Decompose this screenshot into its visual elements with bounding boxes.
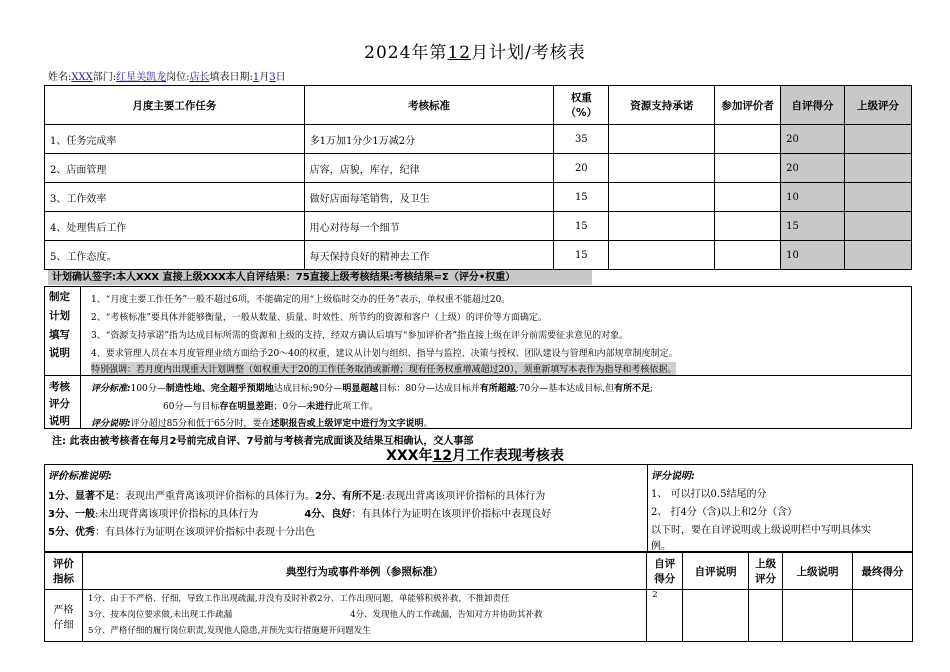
note-line: 1、“月度主要工作任务”一般不超过6项，不能确定的用“上级临时交办的任务”表示，单权重不能超过20。 xyxy=(91,295,511,305)
divider xyxy=(45,375,911,376)
behavior-table-header xyxy=(45,553,913,590)
task-cell[interactable]: 4、处理售后工作 xyxy=(45,212,305,241)
col-evaluator: 参加评价者 xyxy=(715,86,781,125)
standard-cell[interactable]: 每天保持良好的精神去工作 xyxy=(304,241,554,270)
standard-cell[interactable]: 店容，店貌，库存，纪律 xyxy=(304,154,554,183)
standard-heading: 评价标准说明: xyxy=(48,471,112,482)
eval-notes-label: 考核 评分 说明 xyxy=(45,376,81,429)
score-line: 例。 xyxy=(651,541,671,552)
col-standard: 考核标准 xyxy=(304,86,554,125)
weight-cell[interactable]: 35 xyxy=(554,125,609,154)
superior-score-cell[interactable] xyxy=(845,212,912,241)
note-line: 3、“资源支持承诺”指为达成目标所需的资源和上级的支持，经双方确认后填写“参加评价者”指直接上级在评分前需要征求意见的对象。 xyxy=(91,331,629,341)
resource-cell[interactable] xyxy=(609,212,715,241)
dept-field[interactable]: 红星美凯龙 xyxy=(116,72,167,83)
evaluator-cell[interactable] xyxy=(715,241,781,270)
eval-explain-line: 评分说明:评分超过85分和低于65分时，要在述职报告或上级评定中进行为文字说明。 xyxy=(91,419,433,429)
note-line: 2、“考核标准”要具体并能够衡量，一般从数量、质量、时效性、所节约的资源和客户（上级）的评价等方面确定。 xyxy=(91,313,547,323)
date-day-field[interactable]: 3 xyxy=(269,72,276,83)
col-behavior: 典型行为或事件举例（参照标准） xyxy=(82,553,646,590)
superior-score-cell[interactable] xyxy=(845,154,912,183)
col-self-score: 自评得分 xyxy=(647,553,683,590)
form-info: 姓名:XXX部门:红星美凯龙岗位:店长填表日期:1月3日 xyxy=(48,72,286,83)
col-weight: 权重（%） xyxy=(554,86,609,125)
resource-cell[interactable] xyxy=(609,154,715,183)
col-final-score: 最终得分 xyxy=(853,553,913,590)
evaluator-cell[interactable] xyxy=(715,154,781,183)
score-line: 以下时，要在自评说明或上级说明栏中写明具体实 xyxy=(651,525,871,536)
standard-box xyxy=(44,464,648,552)
behavior-table xyxy=(44,552,913,642)
note-line: 4、要求管理人员在本月度管理业绩方面给予20～40的权重，建议从计划与组织、指导与监控、决策与授权、团队建设与管理和内部规章制度制定。 xyxy=(91,349,678,359)
resource-cell[interactable] xyxy=(609,125,715,154)
self-score-cell[interactable]: 20 xyxy=(781,154,845,183)
indicator-cell: 严格仔细 xyxy=(45,590,83,642)
plan-table-header xyxy=(45,86,912,125)
table-row xyxy=(45,154,912,183)
page-title: 2024年第12月计划/考核表 xyxy=(364,43,586,63)
standard-cell[interactable]: 做好店面每笔销售，及卫生 xyxy=(304,183,554,212)
self-score-cell[interactable]: 2 xyxy=(647,590,683,642)
weight-cell[interactable]: 15 xyxy=(554,212,609,241)
self-score-cell[interactable]: 15 xyxy=(781,212,845,241)
note-highlight: 特别强调：若月度内出现重大计划调整（如权重大于20的工作任务取消或新增；现有任务权重增减超过20），须重新填写本表作为指导和考核依据。 xyxy=(91,362,676,375)
score-line: 1、 可以打以0.5结尾的分 xyxy=(651,489,767,500)
col-indicator: 评价指标 xyxy=(45,553,83,590)
col-superior-score: 上级评分 xyxy=(749,553,783,590)
task-cell[interactable]: 3、工作效率 xyxy=(45,183,305,212)
post-field[interactable]: 店长 xyxy=(189,72,210,83)
date-month-field[interactable]: 1 xyxy=(252,72,260,83)
plan-notes-label: 制定 计划 填写 说明 xyxy=(45,287,81,376)
superior-score-cell[interactable] xyxy=(749,590,783,642)
standard-line: 3分、一般:未出现背离该项评价指标的具体行为 4分、良好：有具体行为证明在该项评价指标中表现良好 xyxy=(48,509,552,520)
weight-cell[interactable]: 20 xyxy=(554,154,609,183)
evaluator-cell[interactable] xyxy=(715,183,781,212)
self-score-cell[interactable]: 10 xyxy=(781,241,845,270)
score-line: 2、 打4分（含)以上和2分（含） xyxy=(651,507,798,518)
resource-cell[interactable] xyxy=(609,241,715,270)
score-heading: 评分说明: xyxy=(651,471,695,482)
score-explain-box xyxy=(647,464,913,552)
table-row xyxy=(45,125,912,154)
behavior-cell: 1分、由于不严格、仔细，导致工作出现疏漏,并没有及时补救2分、工作出现问题，单能够积极补救，不推卸责任 3分、按本岗位要求做,未出现工作疏漏 4分、发现他人的工作疏漏，告知对方并协助其补救 5分、严格仔细的履行岗位职责,发现他人隐患,并预先实行措施避开问题发生 xyxy=(82,590,646,642)
evaluator-cell[interactable] xyxy=(715,125,781,154)
table-row xyxy=(45,183,912,212)
name-field[interactable]: XXX xyxy=(71,72,93,83)
confirmation-bar: 计划确认签字:本人XXX 直接上级XXX本人自评结果：75直接上级考核结果:考核结果=Σ（评分•权重） xyxy=(48,270,592,285)
weight-cell[interactable]: 15 xyxy=(554,241,609,270)
col-superior-score: 上级评分 xyxy=(845,86,912,125)
footnote: 注: 此表由被考核者在每月2号前完成自评、7号前与考核者完成面谈及结果互相确认，交人事部 xyxy=(52,436,474,447)
standard-line: 1分、显著不足：表现出严重背离该项评价指标的具体行为。2分、有所不足:表现出背离该项评价指标的具体行为 xyxy=(48,491,546,502)
superior-score-cell[interactable] xyxy=(845,241,912,270)
col-self-note: 自评说明 xyxy=(683,553,749,590)
superior-score-cell[interactable] xyxy=(845,183,912,212)
table-row xyxy=(45,212,912,241)
self-score-cell[interactable]: 10 xyxy=(781,183,845,212)
col-resource: 资源支持承诺 xyxy=(609,86,715,125)
col-self-score: 自评得分 xyxy=(781,86,845,125)
standard-cell[interactable]: 多1万加1分少1万减2分 xyxy=(304,125,554,154)
task-cell[interactable]: 5、工作态度。 xyxy=(45,241,305,270)
col-task: 月度主要工作任务 xyxy=(45,86,305,125)
final-score-cell[interactable] xyxy=(853,590,913,642)
superior-note-cell[interactable] xyxy=(783,590,853,642)
standard-line: 5分、优秀：有具体行为证明在该项评价指标中表现十分出色 xyxy=(48,527,315,538)
task-cell[interactable]: 2、店面管理 xyxy=(45,154,305,183)
section-title: XXX年12月工作表现考核表 xyxy=(386,448,564,464)
eval-standard-line: 评分标准:100分—制造性地、完全超乎预期地达成目标;90分—明显超越目标：80分—达成目标并有所超越;70分—基本达成目标,但有所不足; xyxy=(91,384,654,394)
self-note-cell[interactable] xyxy=(683,590,749,642)
superior-score-cell[interactable] xyxy=(845,125,912,154)
resource-cell[interactable] xyxy=(609,183,715,212)
plan-table xyxy=(44,85,912,270)
table-row xyxy=(45,241,912,270)
col-superior-note: 上级说明 xyxy=(783,553,853,590)
task-cell[interactable]: 1、任务完成率 xyxy=(45,125,305,154)
notes-section xyxy=(44,286,912,429)
evaluator-cell[interactable] xyxy=(715,212,781,241)
self-score-cell[interactable]: 20 xyxy=(781,125,845,154)
eval-standard-line-2: 60分—与目标存在明显差距；0分—未进行此项工作。 xyxy=(163,402,379,412)
table-row xyxy=(45,590,913,642)
standard-cell[interactable]: 用心对待每一个细节 xyxy=(304,212,554,241)
weight-cell[interactable]: 15 xyxy=(554,183,609,212)
